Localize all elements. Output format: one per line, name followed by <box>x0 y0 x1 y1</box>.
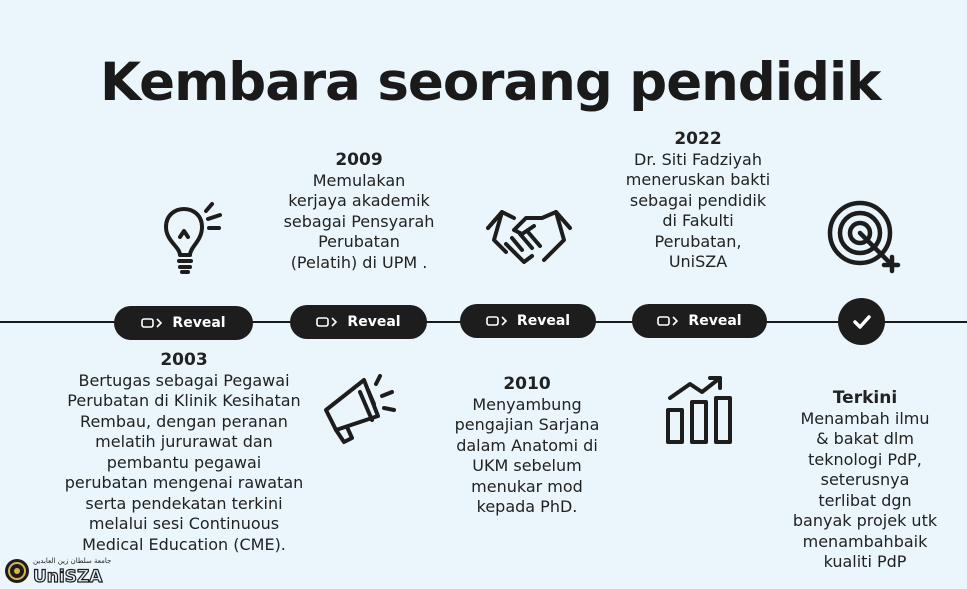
milestone-line: Perubatan <box>318 232 400 251</box>
milestone-line: di Fakulti <box>662 211 734 230</box>
milestone-year: Terkini <box>832 388 898 408</box>
milestone-line: Perubatan di Klinik Kesihatan <box>67 391 301 410</box>
reveal-button-2010[interactable] <box>460 304 596 338</box>
milestone-line: Memulakan <box>312 170 406 190</box>
milestone-year: 2003 <box>160 350 208 370</box>
milestone-terkini <box>779 388 951 573</box>
milestone-2003 <box>45 350 323 555</box>
milestone-year: 2009 <box>335 150 383 170</box>
reveal-button-2022[interactable] <box>632 304 767 338</box>
square-arrow-icon <box>141 317 165 329</box>
milestone-line: (Pelatih) di UPM . <box>290 252 428 272</box>
target-icon <box>826 199 904 277</box>
milestone-line: Medical Education (CME). <box>82 534 286 554</box>
square-arrow-icon <box>657 315 681 327</box>
logo-text: UniSZA <box>33 567 103 587</box>
unisza-logo <box>3 551 112 587</box>
milestone-year: 2010 <box>503 374 551 394</box>
milestone-line: perubatan mengenai rawatan <box>64 473 304 492</box>
reveal-label: Reveal <box>172 315 226 331</box>
milestone-line: UKM sebelum <box>472 456 582 475</box>
milestone-year: 2022 <box>674 129 722 149</box>
milestone-line: meneruskan bakti <box>625 170 771 189</box>
milestone-line: pembantu pegawai <box>106 452 262 472</box>
milestone-line: kerjaya akademik <box>288 191 430 210</box>
milestone-line: teknologi PdP, <box>808 449 922 469</box>
milestone-line: menambahbaik <box>802 531 928 551</box>
milestone-line: kepada PhD. <box>476 497 578 516</box>
milestone-line: pengajian Sarjana <box>454 415 600 434</box>
bar-chart-icon <box>662 372 736 448</box>
milestone-line: terlibat dgn <box>818 490 912 510</box>
milestone-line: melalui sesi Continuous <box>88 514 280 533</box>
reveal-button-2009[interactable] <box>290 305 427 339</box>
page-title: Kembara seorang pendidik <box>100 52 881 113</box>
milestone-line: melatih jururawat dan <box>95 432 273 451</box>
milestone-2022 <box>606 129 790 273</box>
milestone-line: dalam Anatomi di <box>456 435 598 455</box>
checkmark-icon <box>851 311 873 333</box>
logo-arabic: جامعة سلطان زين العابدين <box>33 557 112 565</box>
milestone-line: sebagai pendidik <box>629 190 767 210</box>
milestone-line: seterusnya <box>820 470 910 489</box>
milestone-line: Rembau, dengan peranan <box>80 411 288 431</box>
reveal-button-2003[interactable] <box>114 306 253 340</box>
milestone-line: banyak projek utk <box>792 511 938 530</box>
milestone-2009 <box>264 150 454 273</box>
reveal-label: Reveal <box>516 313 571 329</box>
milestone-line: & bakat dlm <box>816 429 914 448</box>
handshake-icon <box>484 200 574 272</box>
milestone-line: sebagai Pensyarah <box>283 211 435 231</box>
milestone-line: UniSZA <box>668 252 728 271</box>
square-arrow-icon <box>486 315 510 327</box>
milestone-line: menukar mod <box>471 476 583 496</box>
milestone-line: Menyambung <box>472 394 582 414</box>
reveal-label: Reveal <box>688 313 742 329</box>
milestone-line: serta pendekatan terkini <box>85 493 283 513</box>
milestone-line: Bertugas sebagai Pegawai <box>78 370 290 390</box>
megaphone-icon <box>316 370 400 450</box>
milestone-line: Perubatan, <box>654 231 742 251</box>
milestone-2010 <box>438 374 616 518</box>
reveal-label: Reveal <box>347 314 401 330</box>
milestone-line: kualiti PdP <box>823 552 907 571</box>
completed-check[interactable] <box>838 298 885 345</box>
milestone-line: Dr. Siti Fadziyah <box>634 149 762 169</box>
lightbulb-icon <box>150 197 230 277</box>
milestone-line: Menambah ilmu <box>800 408 930 428</box>
square-arrow-icon <box>316 316 340 328</box>
